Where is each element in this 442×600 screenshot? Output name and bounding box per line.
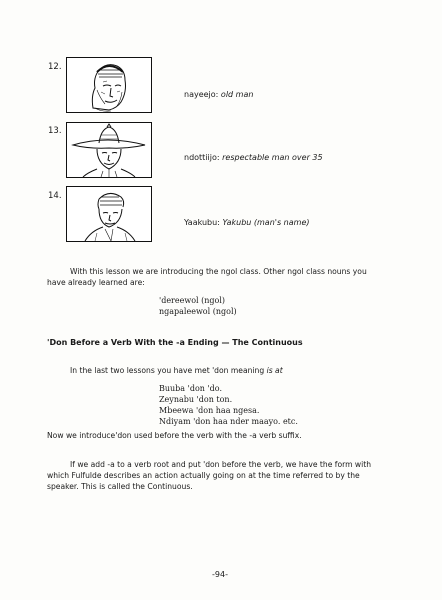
figure-13-frame <box>66 122 152 178</box>
now-line: Now we introduce'don used before the verb with the -a verb suffix. <box>47 431 302 440</box>
figure-12-caption <box>184 90 253 99</box>
intro-paragraph-line-2: have already learned are: <box>47 278 145 287</box>
example-1: Buuba 'don 'do. <box>159 384 222 393</box>
final-paragraph-line-1: If we add -a to a verb root and put 'don before the verb, we have the form with <box>70 460 372 469</box>
yakubu-portrait-image <box>67 187 151 241</box>
lessons-line-emphasis: is at <box>266 366 283 375</box>
old-man-portrait-image <box>67 58 151 112</box>
figure-14-caption <box>184 218 310 227</box>
figure-14-gloss: Yakubu (man's name) <box>222 218 310 227</box>
ngol-example-1: 'dereewol (ngol) <box>159 296 226 305</box>
final-paragraph-line-2: which Fulfulde describes an action actually going on at the time referred to by the <box>47 471 360 480</box>
intro-paragraph-line-1: With this lesson we are introducing the ngol class. Other ngol class nouns you <box>70 267 367 276</box>
figure-number-14: 14. <box>48 191 62 201</box>
example-4: Ndiyam 'don haa nder maayo. etc. <box>159 417 298 426</box>
figure-number-12: 12. <box>48 62 62 72</box>
figure-13-term: ndottiijo: <box>184 153 220 162</box>
page-number: -94- <box>212 570 228 579</box>
final-paragraph-line-3: speaker. This is called the Continuous. <box>47 482 193 491</box>
figure-14-term: Yaakubu: <box>184 218 220 227</box>
respectable-man-portrait-image <box>67 123 151 177</box>
ngol-example-2: ngapaleewol (ngol) <box>159 307 237 316</box>
figure-14-frame <box>66 186 152 242</box>
lessons-line <box>70 366 283 375</box>
figure-12-gloss: old man <box>220 90 254 99</box>
figure-12-frame <box>66 57 152 113</box>
figure-13-gloss: respectable man over 35 <box>222 153 323 162</box>
example-3: Mbeewa 'don haa ngesa. <box>159 406 260 415</box>
lessons-line-text: In the last two lessons you have met 'don meaning <box>70 366 267 375</box>
example-2: Zeynabu 'don ton. <box>159 395 233 404</box>
figure-13-caption <box>184 153 323 162</box>
section-heading: 'Don Before a Verb With the -a Ending — The Continuous <box>47 338 303 347</box>
figure-number-13: 13. <box>48 126 62 136</box>
figure-12-term: nayeejo: <box>184 90 219 99</box>
